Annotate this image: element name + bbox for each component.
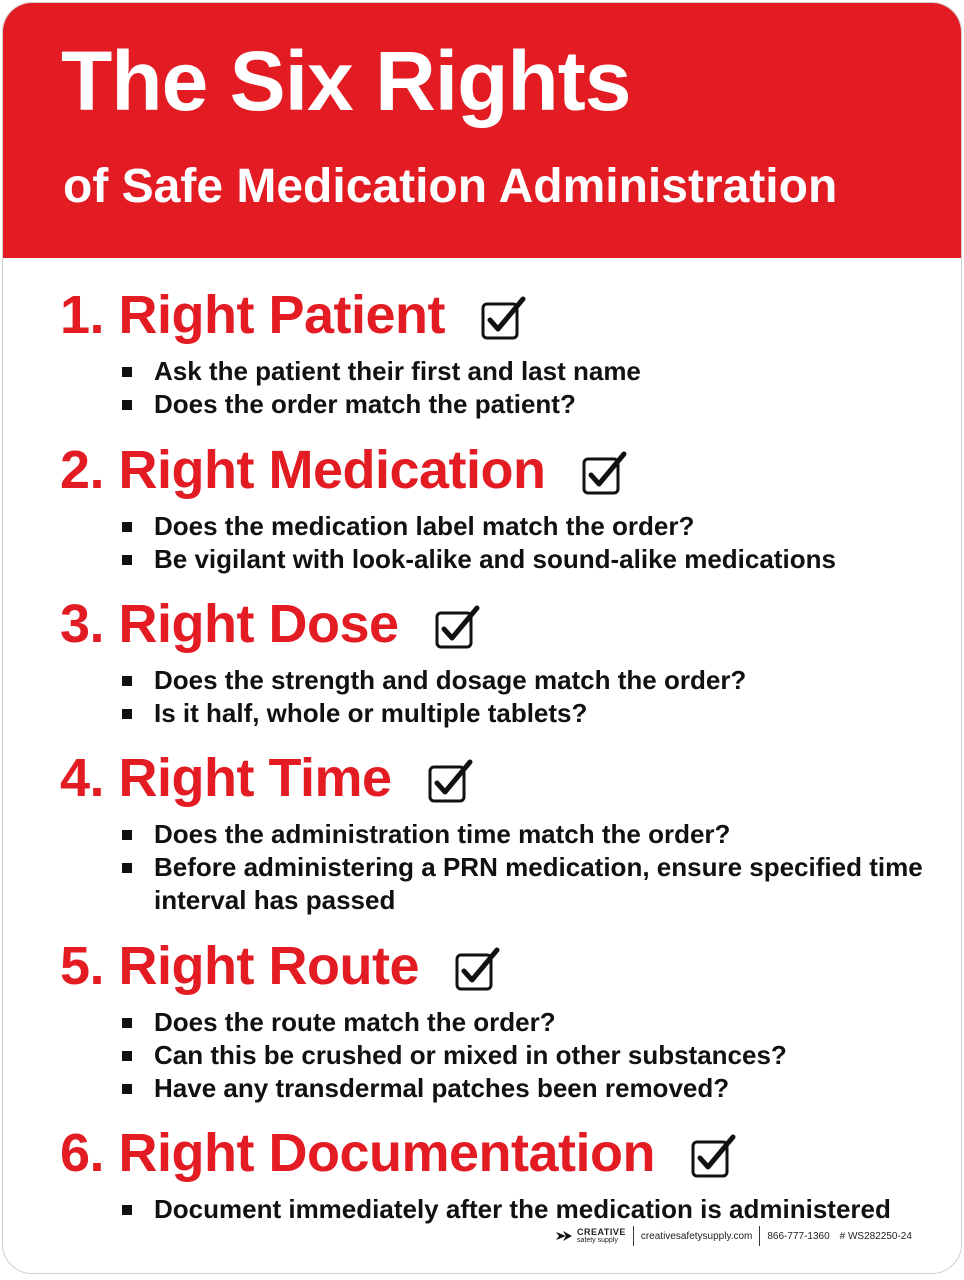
- bullet-text: Does the medication label match the order?: [154, 511, 695, 541]
- page-title: The Six Rights: [61, 34, 631, 128]
- brand-name: CREATIVE: [577, 1227, 626, 1237]
- bullet-text: Is it half, whole or multiple tablets?: [154, 698, 588, 728]
- bullet-square-icon: [122, 1018, 132, 1028]
- footer: [555, 1225, 912, 1247]
- bullet-square-icon: [122, 830, 132, 840]
- section-title: 3. Right Dose: [60, 594, 399, 654]
- section-title: 1. Right Patient: [60, 285, 446, 345]
- section-title: 5. Right Route: [60, 936, 419, 996]
- section-heading: [60, 934, 940, 998]
- checkbox-checked-icon: [455, 947, 493, 985]
- list-item: [60, 510, 940, 543]
- right-section: [60, 1121, 940, 1226]
- right-section: [60, 283, 940, 421]
- list-item: [60, 664, 940, 697]
- list-item: [60, 1006, 940, 1039]
- right-section: [60, 438, 940, 576]
- list-item: [60, 818, 940, 851]
- bullet-square-icon: [122, 1084, 132, 1094]
- footer-product-code: # WS282250-24: [839, 1230, 912, 1242]
- list-item: [60, 543, 940, 576]
- checkbox-checked-icon: [435, 605, 473, 643]
- bullet-list: [60, 818, 940, 917]
- section-title: 4. Right Time: [60, 748, 392, 808]
- right-section: [60, 934, 940, 1105]
- section-title: 2. Right Medication: [60, 440, 546, 500]
- bullet-text: Does the strength and dosage match the order?: [154, 665, 747, 695]
- footer-divider: [633, 1226, 634, 1246]
- footer-divider: [759, 1226, 760, 1246]
- bullet-text: Be vigilant with look-alike and sound-alike medications: [154, 544, 836, 574]
- right-section: [60, 592, 940, 730]
- header-banner: [3, 3, 961, 258]
- footer-website: creativesafetysupply.com: [640, 1230, 753, 1242]
- checkbox-checked-icon: [481, 296, 519, 334]
- bullet-square-icon: [122, 1205, 132, 1215]
- checkbox-checked-icon: [582, 451, 620, 489]
- list-item: [60, 697, 940, 730]
- bullet-text: Does the administration time match the order?: [154, 819, 731, 849]
- list-item: [60, 1039, 940, 1072]
- checkbox-checked-icon: [428, 759, 466, 797]
- section-heading: [60, 283, 940, 347]
- bullet-text: Have any transdermal patches been removed?: [154, 1073, 730, 1103]
- brand-logo: [555, 1228, 626, 1244]
- footer-phone: 866-777-1360: [767, 1230, 830, 1242]
- section-title: 6. Right Documentation: [60, 1123, 655, 1183]
- list-item: [60, 851, 940, 917]
- page-subtitle: of Safe Medication Administration: [63, 160, 838, 213]
- brand-tagline: safety supply: [577, 1237, 618, 1244]
- bullet-square-icon: [122, 709, 132, 719]
- right-section: [60, 746, 940, 917]
- list-item: [60, 1193, 940, 1226]
- bullet-square-icon: [122, 676, 132, 686]
- section-heading: [60, 746, 940, 810]
- bullet-square-icon: [122, 863, 132, 873]
- bullet-text: Before administering a PRN medication, ensure specified time interval has passed: [154, 852, 923, 915]
- bullet-list: [60, 1006, 940, 1105]
- bullet-list: [60, 355, 940, 421]
- brand-arrow-icon: [555, 1229, 573, 1243]
- bullet-list: [60, 1193, 940, 1226]
- section-heading: [60, 1121, 940, 1185]
- bullet-square-icon: [122, 555, 132, 565]
- bullet-text: Ask the patient their first and last name: [154, 356, 641, 386]
- sign: [2, 2, 962, 1274]
- bullet-list: [60, 510, 940, 576]
- bullet-text: Can this be crushed or mixed in other substances?: [154, 1040, 787, 1070]
- list-item: [60, 355, 940, 388]
- bullet-text: Does the order match the patient?: [154, 389, 576, 419]
- bullet-list: [60, 664, 940, 730]
- bullet-text: Document immediately after the medication is administered: [154, 1194, 891, 1224]
- bullet-square-icon: [122, 400, 132, 410]
- bullet-square-icon: [122, 367, 132, 377]
- bullet-square-icon: [122, 1051, 132, 1061]
- list-item: [60, 1072, 940, 1105]
- list-item: [60, 388, 940, 421]
- checkbox-checked-icon: [691, 1134, 729, 1172]
- bullet-text: Does the route match the order?: [154, 1007, 556, 1037]
- section-heading: [60, 438, 940, 502]
- section-heading: [60, 592, 940, 656]
- bullet-square-icon: [122, 522, 132, 532]
